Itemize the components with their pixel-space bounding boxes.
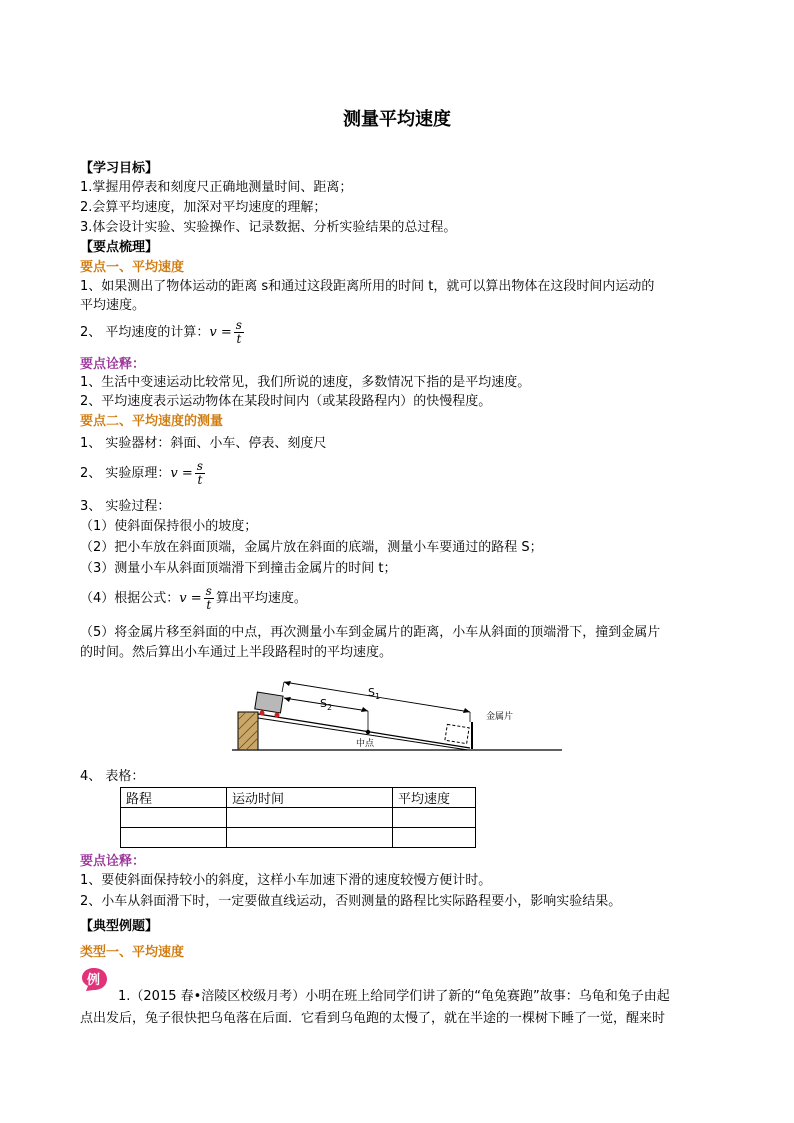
incline-diagram [232,680,572,760]
key-points-heading: 【要点梳理】 [80,240,159,255]
type1-heading: 类型一、平均速度 [80,945,185,960]
midpoint-label: 中点 [356,739,375,749]
s2-label: $S_2$ [320,697,333,712]
principle-formula-lhs: v = [170,466,193,481]
example-badge-icon [80,966,108,992]
examples-heading: 【典型例题】 [80,919,159,934]
formula-lhs: v = [209,325,232,340]
cart-dashed-end [445,724,469,743]
data-table [120,787,476,848]
point1-text-line2: 平均速度。 [80,298,146,313]
cart [255,692,283,713]
midpoint-dot [366,730,370,734]
principle-numerator: s [196,459,203,473]
table-heading: 4、 表格： [80,769,145,784]
principle-prefix: 2、 实验原理： [80,466,171,481]
example-line2: 点出发后，兔子很快把乌龟落在后面．它看到乌龟跑的太慢了，就在半途的一棵树下睡了一觉，醒来时 [80,1011,666,1026]
point1-formula-prefix: 2、 平均速度的计算： [80,325,210,340]
svg-text:例: 例 [87,973,101,988]
notes1-item-2: 2、平均速度表示运动物体在某段时间内（或某段路程内）的快慢程度。 [80,394,492,409]
principle-formula-fraction [195,460,205,487]
table-row [121,808,476,828]
step-5-line2: 的时间。然后算出小车通过上半段路程时的平均速度。 [80,645,393,660]
step4-formula-lhs: v = [179,591,202,606]
learning-goals-heading: 【学习目标】 [80,161,159,176]
table-cell [227,828,393,848]
goal-3: 3.体会设计实验、实验操作、记录数据、分析实验结果的总过程。 [80,220,457,235]
notes2-item-2: 2、小车从斜面滑下时，一定要做直线运动，否则测量的路程比实际路程要小，影响实验结果。 [80,894,622,909]
principle-line [80,460,207,487]
table-header-cell: 运动时间 [227,788,393,808]
principle-denominator: t [197,473,203,487]
process-heading: 3、 实验过程： [80,499,171,514]
notes2-item-1: 1、要使斜面保持较小的斜度，这样小车加速下滑的速度较慢方便计时。 [80,873,492,888]
step4-formula-fraction [204,585,214,612]
step-3: （3）测量小车从斜面顶端滑下到撞击金属片的时间 t； [80,561,397,576]
metal-plate-label: 金属片 [486,712,514,722]
table-header-row [121,788,476,808]
notes1-item-1: 1、生活中变速运动比较常见，我们所说的速度，多数情况下指的是平均速度。 [80,375,531,390]
table-header-cell: 平均速度 [393,788,476,808]
goal-1: 1.掌握用停表和刻度尺正确地测量时间、距离； [80,180,353,195]
support-block [238,712,258,750]
step-5-line1: （5）将金属片移至斜面的中点，再次测量小车到金属片的距离，小车从斜面的顶端滑下，撞到金属片 [80,625,661,640]
step4-denominator: t [206,598,212,612]
step-4-prefix: （4）根据公式： [80,591,180,606]
point1-formula-line [80,319,246,346]
formula-numerator: s [235,318,242,332]
step-4-line [80,585,307,612]
goal-2: 2.会算平均速度，加深对平均速度的理解； [80,200,327,215]
example-line1: 1.（2015 春•涪陵区校级月考）小明在班上给同学们讲了新的“龟兔赛跑”故事：乌龟和兔子由起 [118,989,670,1004]
table-row [121,828,476,848]
step-1: （1）使斜面保持很小的坡度； [80,519,258,534]
table-cell [393,828,476,848]
step-2: （2）把小车放在斜面顶端，金属片放在斜面的底端，测量小车要通过的路程 S； [80,540,543,555]
formula-denominator: t [236,332,242,346]
s1-label: $S_1$ [368,686,381,701]
point1-heading: 要点一、平均速度 [80,260,185,275]
formula-fraction [234,319,244,346]
cart-wheel-back [275,713,280,718]
notes2-heading: 要点诠释： [80,854,146,869]
step-4-suffix: 算出平均速度。 [215,591,307,606]
notes1-heading: 要点诠释： [80,357,146,372]
cart-wheel-front [260,711,265,716]
table-cell [393,808,476,828]
table-cell [121,828,227,848]
table-cell [227,808,393,828]
point1-text-line1: 1、如果测出了物体运动的距离 s和通过这段距离所用的时间 t，就可以算出物体在这段时间内运动的 [80,279,655,294]
equipment-line: 1、 实验器材：斜面、小车、停表、刻度尺 [80,436,327,451]
table-cell [121,808,227,828]
table-header-cell: 路程 [121,788,227,808]
step4-numerator: s [205,584,212,598]
point2-heading: 要点二、平均速度的测量 [80,414,224,429]
page-title: 测量平均速度 [343,109,451,130]
